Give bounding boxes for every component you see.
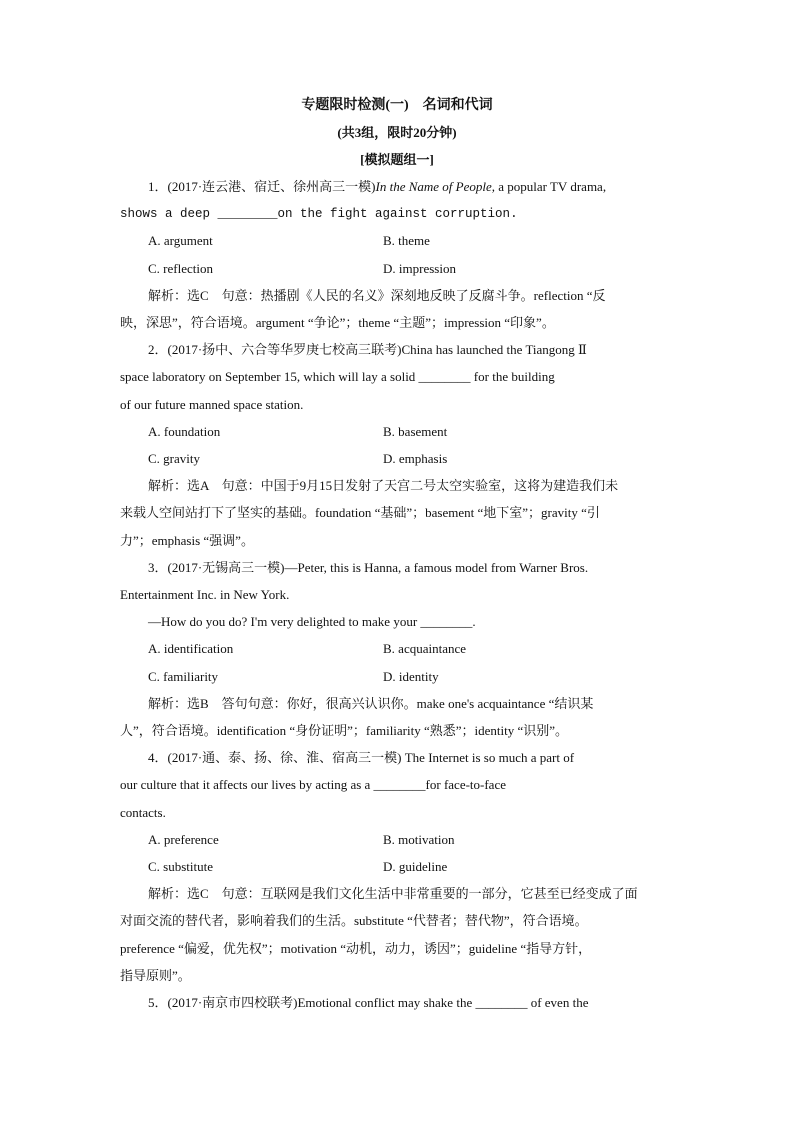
question-4-stem-line1: 4．(2017·通、泰、扬、徐、淮、宿高三一模) The Internet is so much a part of <box>148 750 575 765</box>
document-title: 专题限时检测(一) 名词和代词 <box>301 98 493 113</box>
question-2-answer-line3: 力”；emphasis “强调”。 <box>120 533 254 548</box>
question-2-option-a: A. foundation <box>148 424 221 439</box>
question-4-option-b: B. motivation <box>383 832 455 847</box>
question-3-option-d: D. identity <box>383 669 439 684</box>
question-3-answer-line2: 人”，符合语境。identification “身份证明”；familiarity “熟悉”；identity “识别”。 <box>120 723 569 738</box>
question-4-option-c: C. substitute <box>148 859 214 874</box>
question-3-option-c: C. familiarity <box>148 669 219 684</box>
question-4-stem-line2: our culture that it affects our lives by acting as a ________for face-to-face <box>120 777 506 792</box>
question-2-option-c: C. gravity <box>148 451 200 466</box>
question-4-stem-line3: contacts. <box>120 805 166 820</box>
question-3-option-a: A. identification <box>148 641 234 656</box>
question-1-option-c: C. reflection <box>148 261 213 276</box>
question-4-answer-line3: preference “偏爱，优先权”；motivation “动机，动力，诱因”；guideline “指导方针， <box>120 941 592 956</box>
question-1-stem-line2: shows a deep ________on the fight against corruption. <box>120 207 518 221</box>
question-4-answer-line1: 解析：选C 句意：互联网是我们文化生活中非常重要的一部分，它甚至已经变成了面 <box>148 886 638 901</box>
question-5-stem-line1: 5．(2017·南京市四校联考)Emotional conflict may shake the ________ of even the <box>148 995 589 1010</box>
question-1-option-d: D. impression <box>383 261 456 276</box>
question-2-stem-line1: 2．(2017·扬中、六合等华罗庚七校高三联考)China has launched the Tiangong Ⅱ <box>148 342 587 357</box>
question-2-stem-line2: space laboratory on September 15, which will lay a solid ________ for the building <box>120 369 555 384</box>
question-3-option-b: B. acquaintance <box>383 641 467 656</box>
question-1-answer-line2: 映，深思”，符合语境。argument “争论”；theme “主题”；impression “印象”。 <box>120 315 555 330</box>
question-3-stem-line3: —How do you do? I'm very delighted to make your ________. <box>148 614 476 629</box>
document-subtitle: (共3组，限时20分钟) <box>337 125 457 140</box>
question-4-option-d: D. guideline <box>383 859 448 874</box>
question-2-answer-line1: 解析：选A 句意：中国于9月15日发射了天宫二号太空实验室，这将为建造我们未 <box>148 478 619 493</box>
question-3-stem-line1: 3．(2017·无锡高三一模)—Peter, this is Hanna, a famous model from Warner Bros. <box>148 560 589 575</box>
question-4-answer-line4: 指导原则”。 <box>120 968 191 983</box>
question-3-stem-line2: Entertainment Inc. in New York. <box>120 587 290 602</box>
question-1-option-b: B. theme <box>383 233 430 248</box>
question-1-option-a: A. argument <box>148 233 213 248</box>
question-1-answer-line1: 解析：选C 句意：热播剧《人民的名义》深刻地反映了反腐斗争。reflection “反 <box>148 288 606 303</box>
question-2-answer-line2: 来载人空间站打下了坚实的基础。foundation “基础”；basement “地下室”；gravity “引 <box>120 505 600 520</box>
group-heading: [模拟题组一] <box>360 152 434 167</box>
question-3-answer-line1: 解析：选B 答句句意：你好，很高兴认识你。make one's acquaintance “结识某 <box>148 696 594 711</box>
question-2-stem-line3: of our future manned space station. <box>120 397 304 412</box>
question-4-option-a: A. preference <box>148 832 219 847</box>
question-1-stem-line1: 1．(2017·连云港、宿迁、徐州高三一模)In the Name of People, a popular TV drama, <box>148 179 607 194</box>
question-2-option-d: D. emphasis <box>383 451 448 466</box>
question-4-answer-line2: 对面交流的替代者，影响着我们的生活。substitute “代替者；替代物”，符合语境。 <box>120 913 588 928</box>
question-2-option-b: B. basement <box>383 424 448 439</box>
